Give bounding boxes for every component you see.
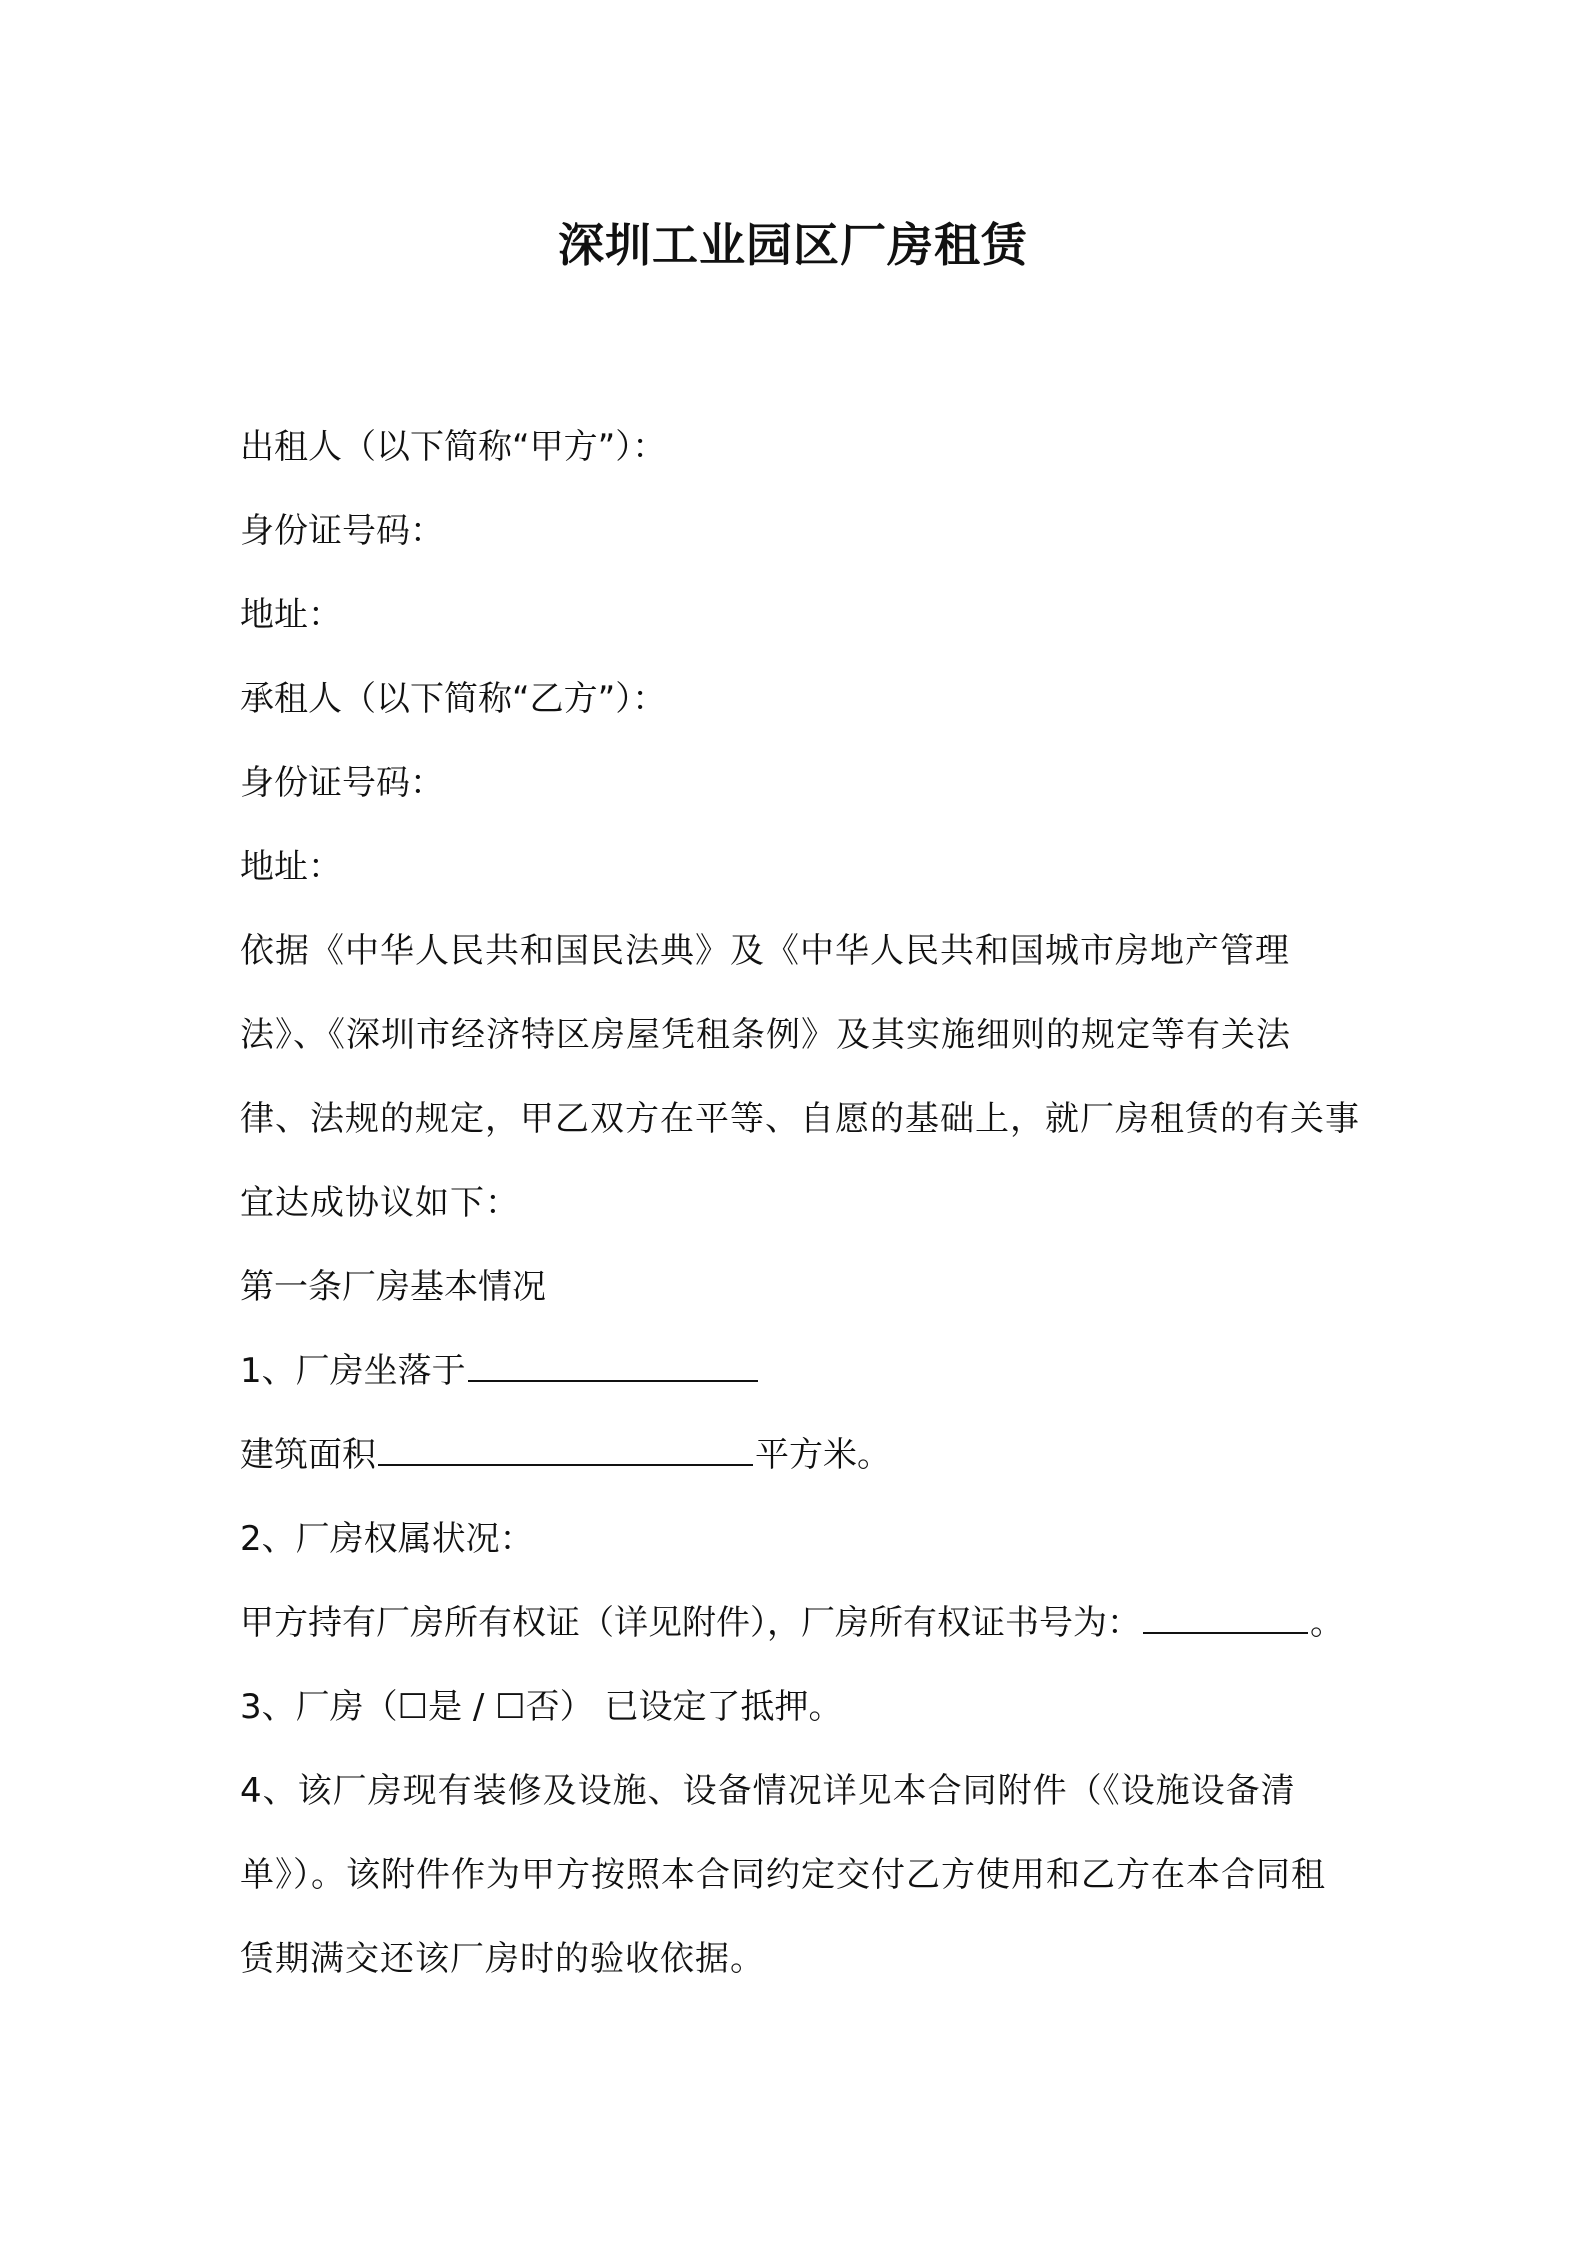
article-1-heading: 第一条厂房基本情况	[240, 1267, 546, 1307]
document-title: 深圳工业园区厂房租赁	[558, 218, 1028, 272]
item-2-ownership: 2、厂房权属状况：	[240, 1519, 534, 1559]
lessee-line: 承租人（以下简称“乙方”）：	[240, 679, 667, 719]
lessor-address-line: 地址：	[240, 595, 342, 635]
certificate-blank	[1143, 1606, 1308, 1634]
certificate-end: 。	[1310, 1603, 1344, 1643]
certificate-label: 甲方持有厂房所有权证（详见附件），厂房所有权证书号为：	[240, 1603, 1141, 1643]
item-3-mortgage: 3、厂房（☐是 / ☐否） 已设定了抵押。	[240, 1687, 843, 1727]
certificate-line	[240, 1581, 1370, 1665]
location-blank	[468, 1354, 758, 1382]
document-body	[240, 405, 1370, 2001]
area-blank	[378, 1438, 753, 1466]
item-1-label: 1、厂房坐落于	[240, 1351, 466, 1391]
item-1-location	[240, 1329, 1370, 1413]
lessee-address-line: 地址：	[240, 847, 342, 887]
item-4-paragraph: 4、该厂房现有装修及设施、设备情况详见本合同附件（《设施设备清单》）。该附件作为甲方按照本合同约定交付乙方使用和乙方在本合同租赁期满交还该厂房时的验收依据。	[240, 1771, 1326, 1979]
lessee-id-line: 身份证号码：	[240, 763, 444, 803]
area-label: 建筑面积	[240, 1435, 376, 1475]
preamble-paragraph: 依据《中华人民共和国民法典》及《中华人民共和国城市房地产管理法》、《深圳市经济特区房屋凭租条例》及其实施细则的规定等有关法律、法规的规定，甲乙双方在平等、自愿的基础上，就厂房租赁的有关事宜达成协议如下：	[240, 931, 1360, 1223]
lessor-id-line: 身份证号码：	[240, 511, 444, 551]
lessor-line: 出租人（以下简称“甲方”）：	[240, 427, 667, 467]
area-unit: 平方米。	[755, 1435, 891, 1475]
area-line	[240, 1413, 1370, 1497]
